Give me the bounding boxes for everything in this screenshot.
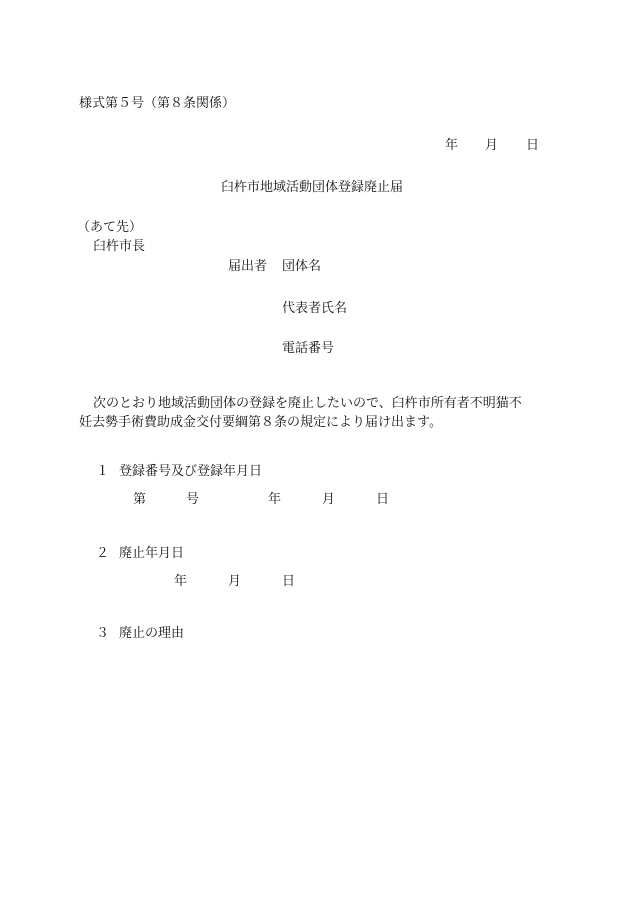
registration-day-label: 日 (376, 492, 390, 507)
abolition-year-label: 年 (174, 574, 188, 589)
item-1-number: １ (96, 464, 110, 479)
form-number: 様式第５号（第８条関係） (79, 96, 236, 111)
registration-month-label: 月 (322, 492, 336, 507)
date-day-label: 日 (526, 138, 540, 153)
abolition-day-label: 日 (282, 574, 296, 589)
registration-number-prefix: 第 (133, 492, 147, 507)
item-3-number: ３ (96, 626, 110, 641)
representative-name-label: 代表者氏名 (282, 301, 348, 316)
abolition-month-label: 月 (228, 574, 242, 589)
phone-number-label: 電話番号 (282, 341, 335, 356)
registration-year-label: 年 (268, 492, 282, 507)
body-line-1: 次のとおり地域活動団体の登録を廃止したいので、臼杵市所有者不明猫不 (93, 396, 522, 411)
date-month-label: 月 (485, 138, 499, 153)
date-year-label: 年 (445, 138, 459, 153)
item-2-number: ２ (96, 546, 110, 561)
registration-number-suffix: 号 (186, 492, 200, 507)
body-line-2: 妊去勢手術費助成金交付要綱第８条の規定により届け出ます。 (79, 415, 442, 430)
item-2-label: 廃止年月日 (119, 546, 185, 561)
document-title: 臼杵市地域活動団体登録廃止届 (221, 180, 404, 195)
applicant-label: 届出者 (228, 259, 268, 274)
item-3-label: 廃止の理由 (119, 626, 185, 641)
addressee-name: 臼杵市長 (93, 239, 146, 254)
group-name-label: 団体名 (282, 259, 322, 274)
item-1-label: 登録番号及び登録年月日 (119, 464, 263, 479)
addressee-label: （あて先） (77, 220, 143, 235)
